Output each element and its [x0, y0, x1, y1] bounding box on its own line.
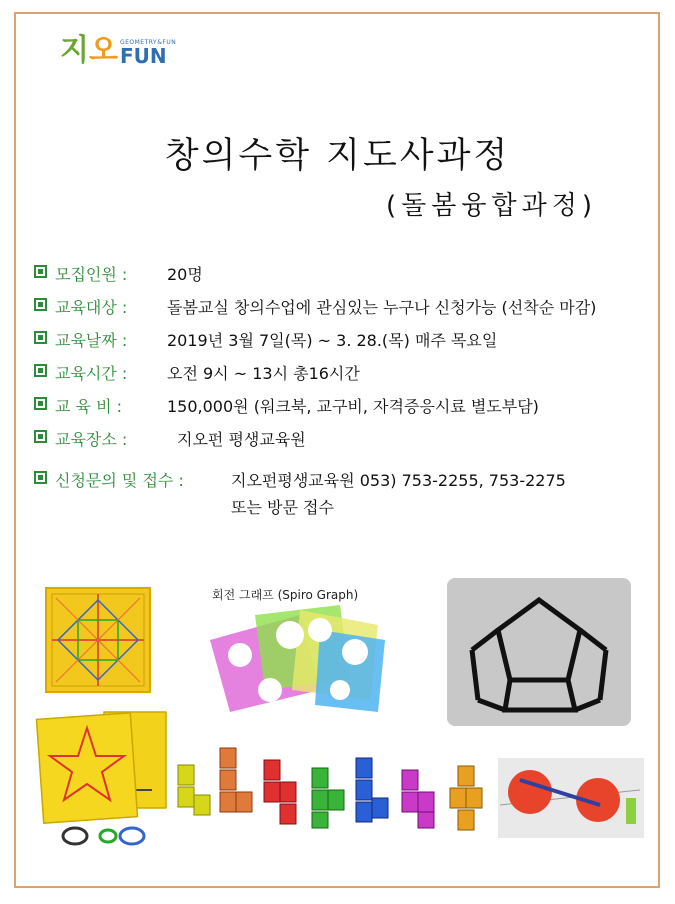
info-row-recruit — [34, 262, 634, 295]
info-row-place — [34, 427, 634, 460]
info-label: 교육날짜 : — [55, 331, 128, 350]
info-list — [34, 262, 634, 518]
info-value: 150,000원 (워크북, 교구비, 자격증응시료 별도부담) — [167, 397, 539, 416]
info-row-date — [34, 328, 634, 361]
logo-o: 오 — [88, 33, 118, 68]
info-value: 돌봄교실 창의수업에 관심있는 누구나 신청가능 (선착순 마감) — [167, 298, 597, 317]
spiro-graph-caption: 회전 그래프 (Spiro Graph) — [212, 588, 359, 602]
spiro-graph-photo — [210, 605, 385, 712]
square-bullet-icon — [34, 397, 47, 410]
logo-fun: FUN — [119, 44, 167, 68]
page-subtitle: (돌봄융합과정) — [386, 191, 597, 221]
logo-subtitle: GEOMETRY&FUN — [119, 39, 177, 46]
product-photos — [0, 570, 675, 870]
contact-visit: 또는 방문 접수 — [231, 498, 334, 517]
square-bullet-icon — [34, 331, 47, 344]
polycube-pieces-photo — [178, 748, 482, 830]
square-bullet-icon — [34, 265, 47, 278]
info-value: 2019년 3월 7일(목) ~ 3. 28.(목) 매주 목요일 — [167, 331, 498, 350]
info-row-target — [34, 295, 634, 328]
info-label: 교 육 비 : — [55, 397, 123, 416]
info-value: 오전 9시 ~ 13시 총16시간 — [167, 364, 360, 383]
logo-ji: 지 — [60, 33, 89, 68]
geoboard-pair-photo — [36, 712, 166, 844]
info-value: 20명 — [167, 265, 203, 284]
contact-phone: 지오펀평생교육원 053) 753-2255, 753-2275 — [231, 471, 566, 490]
square-bullet-icon — [34, 471, 47, 484]
page-title: 창의수학 지도사과정 — [164, 136, 511, 176]
geoboard-photo — [46, 588, 150, 692]
info-row-contact — [34, 468, 634, 518]
rotating-disc-photo — [498, 758, 644, 838]
info-label: 교육장소 : — [55, 430, 128, 449]
square-bullet-icon — [34, 364, 47, 377]
info-label: 교육대상 : — [55, 298, 128, 317]
geofun-logo — [60, 33, 177, 68]
square-bullet-icon — [34, 298, 47, 311]
dodecahedron-photo — [447, 578, 631, 726]
info-value: 지오펀 평생교육원 — [177, 430, 306, 449]
info-label: 교육시간 : — [55, 364, 128, 383]
contact-label: 신청문의 및 접수 : — [55, 471, 184, 490]
info-label: 모집인원 : — [55, 265, 128, 284]
info-row-fee — [34, 394, 634, 427]
square-bullet-icon — [34, 430, 47, 443]
info-row-time — [34, 361, 634, 394]
